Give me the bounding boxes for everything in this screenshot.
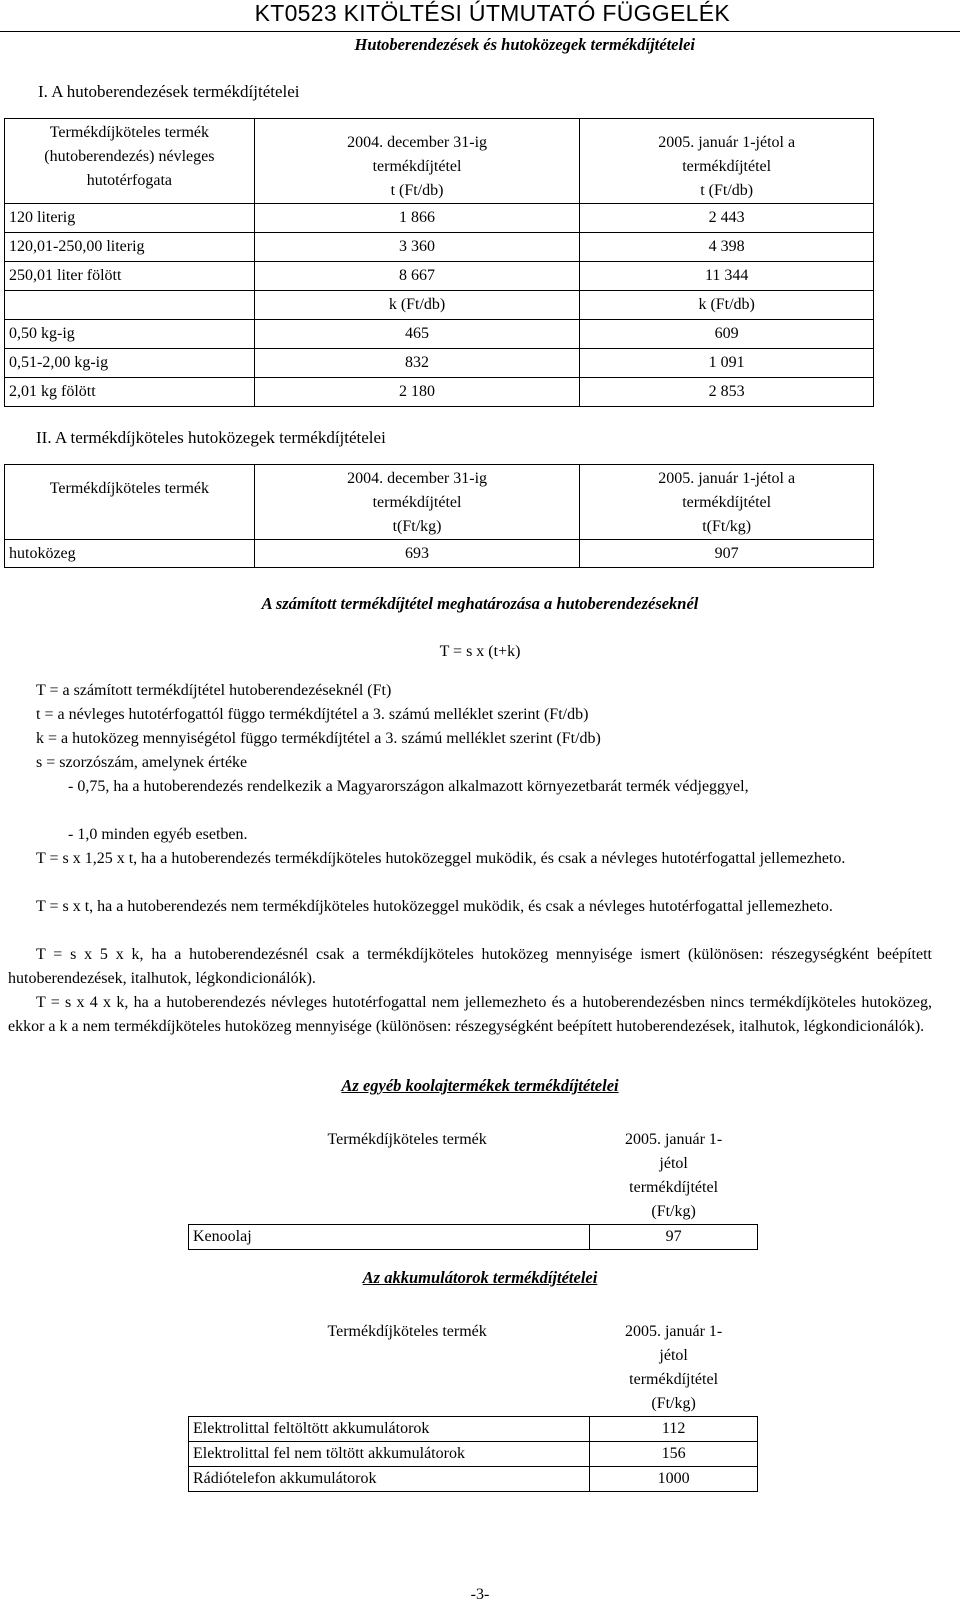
rule-paragraph-2: T = s x t, ha a hutoberendezés nem termékdíjköteles hutoközeggel muködik, és csak a névleges hutotérfogattal jellemezheto. [36, 898, 833, 915]
value-2005: 1 091 [580, 349, 874, 378]
calc-heading: A számított termékdíjtétel meghatározása a hutoberendezéseknél [261, 594, 699, 613]
header-line: 2005. január 1- [624, 1131, 723, 1148]
header-line: termékdíjtétel [372, 158, 462, 175]
row-label: Kenoolaj [189, 1225, 590, 1250]
row-label: hutoközeg [5, 540, 255, 568]
section-2-title: II. A termékdíjköteles hutoközegek termékdíjtételei [36, 428, 386, 447]
value-2005: 112 [590, 1417, 758, 1442]
value-2004: 8 667 [254, 262, 580, 291]
refrigerator-fee-table [4, 118, 874, 407]
header-line: jétol [659, 1347, 688, 1364]
table-row [189, 1225, 758, 1250]
header-line: t (Ft/db) [390, 182, 444, 199]
battery-heading-wrap [0, 1268, 960, 1288]
header-2005-cell [580, 465, 874, 540]
table-row [189, 1442, 758, 1467]
k-unit-2004: k (Ft/db) [254, 291, 580, 320]
battery-fee-table [188, 1320, 758, 1492]
value-2004: 3 360 [254, 233, 580, 262]
k-unit-2005: k (Ft/db) [580, 291, 874, 320]
k-header-row [5, 291, 874, 320]
header-product-cell [5, 119, 255, 204]
multiplier-bullet-1: - 0,75, ha a hutoberendezés rendelkezik a Magyarországon alkalmazott környezetbarát termék védjeggyel, [68, 778, 749, 795]
table-header-row [5, 465, 874, 540]
header-line: (hutoberendezés) névleges [44, 148, 215, 165]
oil-heading: Az egyéb koolajtermékek termékdíjtételei [341, 1076, 619, 1095]
header-line: (Ft/kg) [651, 1395, 696, 1412]
header-product-cell: Termékdíjköteles termék [5, 465, 255, 540]
rule-paragraph-3: T = s x 5 x k, ha a hutoberendezésnél csak a termékdíjköteles hutoközeg mennyisége ismert (különösen: részegységként beépített hutoberendezések, italhutok, légkondicionálók). [8, 946, 932, 987]
table-row [189, 1417, 758, 1442]
table-row [5, 378, 874, 407]
value-2004: 2 180 [254, 378, 580, 407]
multiplier-bullet-2: - 1,0 minden egyéb esetben. [68, 826, 248, 843]
header-line: Termékdíjköteles termék [49, 124, 209, 141]
header-line: hutotérfogata [86, 172, 173, 189]
empty-cell [5, 291, 255, 320]
table-header-row [189, 1320, 758, 1417]
table-row [5, 540, 874, 568]
header-line: t(Ft/kg) [702, 518, 752, 535]
header-line: 2005. január 1-jétol a [658, 470, 796, 487]
row-label: Elektrolittal fel nem töltött akkumulátorok [189, 1442, 590, 1467]
header-line: termékdíjtétel [682, 158, 772, 175]
page-number: -3- [470, 1586, 490, 1603]
header-line: termékdíjtétel [372, 494, 462, 511]
header-line: 2005. január 1-jétol a [658, 134, 796, 151]
refrigerant-fee-table [4, 464, 874, 568]
header-line: t (Ft/db) [700, 182, 754, 199]
table-row [5, 320, 874, 349]
header-product-cell: Termékdíjköteles termék [327, 1323, 487, 1340]
value-2004: 465 [254, 320, 580, 349]
document-subtitle: Hutoberendezések és hutoközegek termékdíjtételei [354, 35, 695, 54]
value-2005: 907 [580, 540, 874, 568]
definition-line: t = a névleges hutotérfogattól függo termékdíjtétel a 3. számú melléklet szerint (Ft/db) [36, 706, 589, 723]
header-2005-cell [590, 1320, 758, 1417]
document-title: KT0523 KITÖLTÉSI ÚTMUTATÓ FÜGGELÉK [254, 0, 730, 26]
definition-line: k = a hutoközeg mennyiségétol függo termékdíjtétel a 3. számú melléklet szerint (Ft/db) [36, 730, 601, 747]
calc-definitions [36, 679, 956, 775]
value-2004: 1 866 [254, 204, 580, 233]
header-line: 2004. december 31-ig [347, 470, 488, 487]
value-2005: 4 398 [580, 233, 874, 262]
header-line: termékdíjtétel [629, 1371, 719, 1388]
value-2005: 97 [590, 1225, 758, 1250]
header-product-cell: Termékdíjköteles termék [327, 1131, 487, 1148]
section-1-title: I. A hutoberendezések termékdíjtételei [38, 82, 300, 101]
oil-heading-wrap [0, 1076, 960, 1096]
table-row [5, 349, 874, 378]
row-label: Rádiótelefon akkumulátorok [189, 1467, 590, 1492]
header-2005-cell [580, 119, 874, 204]
rule-paragraph-1: T = s x 1,25 x t, ha a hutoberendezés termékdíjköteles hutoközeggel muködik, és csak a névleges hutotérfogattal jellemezheto. [36, 850, 846, 867]
table-row [5, 262, 874, 291]
value-2005: 1000 [590, 1467, 758, 1492]
value-2005: 2 443 [580, 204, 874, 233]
definition-line: s = szorzószám, amelynek értéke [36, 754, 248, 771]
oil-fee-table [188, 1128, 758, 1250]
value-2005: 2 853 [580, 378, 874, 407]
row-label: 0,50 kg-ig [5, 320, 255, 349]
table-row [189, 1467, 758, 1492]
header-line: t(Ft/kg) [392, 518, 442, 535]
row-label: 0,51-2,00 kg-ig [5, 349, 255, 378]
table-header-row [5, 119, 874, 204]
row-label: Elektrolittal feltöltött akkumulátorok [189, 1417, 590, 1442]
value-2005: 609 [580, 320, 874, 349]
header-line: 2005. január 1- [624, 1323, 723, 1340]
header-line: (Ft/kg) [651, 1203, 696, 1220]
header-2005-cell [590, 1128, 758, 1225]
battery-heading: Az akkumulátorok termékdíjtételei [362, 1268, 598, 1287]
header-line: termékdíjtétel [682, 494, 772, 511]
value-2005: 156 [590, 1442, 758, 1467]
header-rule [0, 31, 960, 32]
value-2005: 11 344 [580, 262, 874, 291]
header-line: jétol [659, 1155, 688, 1172]
table-header-row [189, 1128, 758, 1225]
calc-formula: T = s x (t+k) [439, 643, 521, 660]
row-label: 120 literig [5, 204, 255, 233]
row-label: 250,01 liter fölött [5, 262, 255, 291]
header-line: termékdíjtétel [629, 1179, 719, 1196]
table-row [5, 233, 874, 262]
definition-line: T = a számított termékdíjtétel hutoberendezéseknél (Ft) [36, 682, 392, 699]
row-label: 2,01 kg fölött [5, 378, 255, 407]
value-2004: 832 [254, 349, 580, 378]
header-2004-cell [254, 119, 580, 204]
table-row [5, 204, 874, 233]
value-2004: 693 [254, 540, 580, 568]
rule-paragraph-4: T = s x 4 x k, ha a hutoberendezés névleges hutotérfogattal nem jellemezheto és a hutoberendezésben nincs termékdíjköteles hutoközeg, ekkor a k a nem termékdíjköteles hutoközeg mennyisége (különösen: részegységként beépített hutoberendezések, italhutok, légkondicionálók). [8, 994, 932, 1035]
header-2004-cell [254, 465, 580, 540]
row-label: 120,01-250,00 literig [5, 233, 255, 262]
header-line: 2004. december 31-ig [347, 134, 488, 151]
